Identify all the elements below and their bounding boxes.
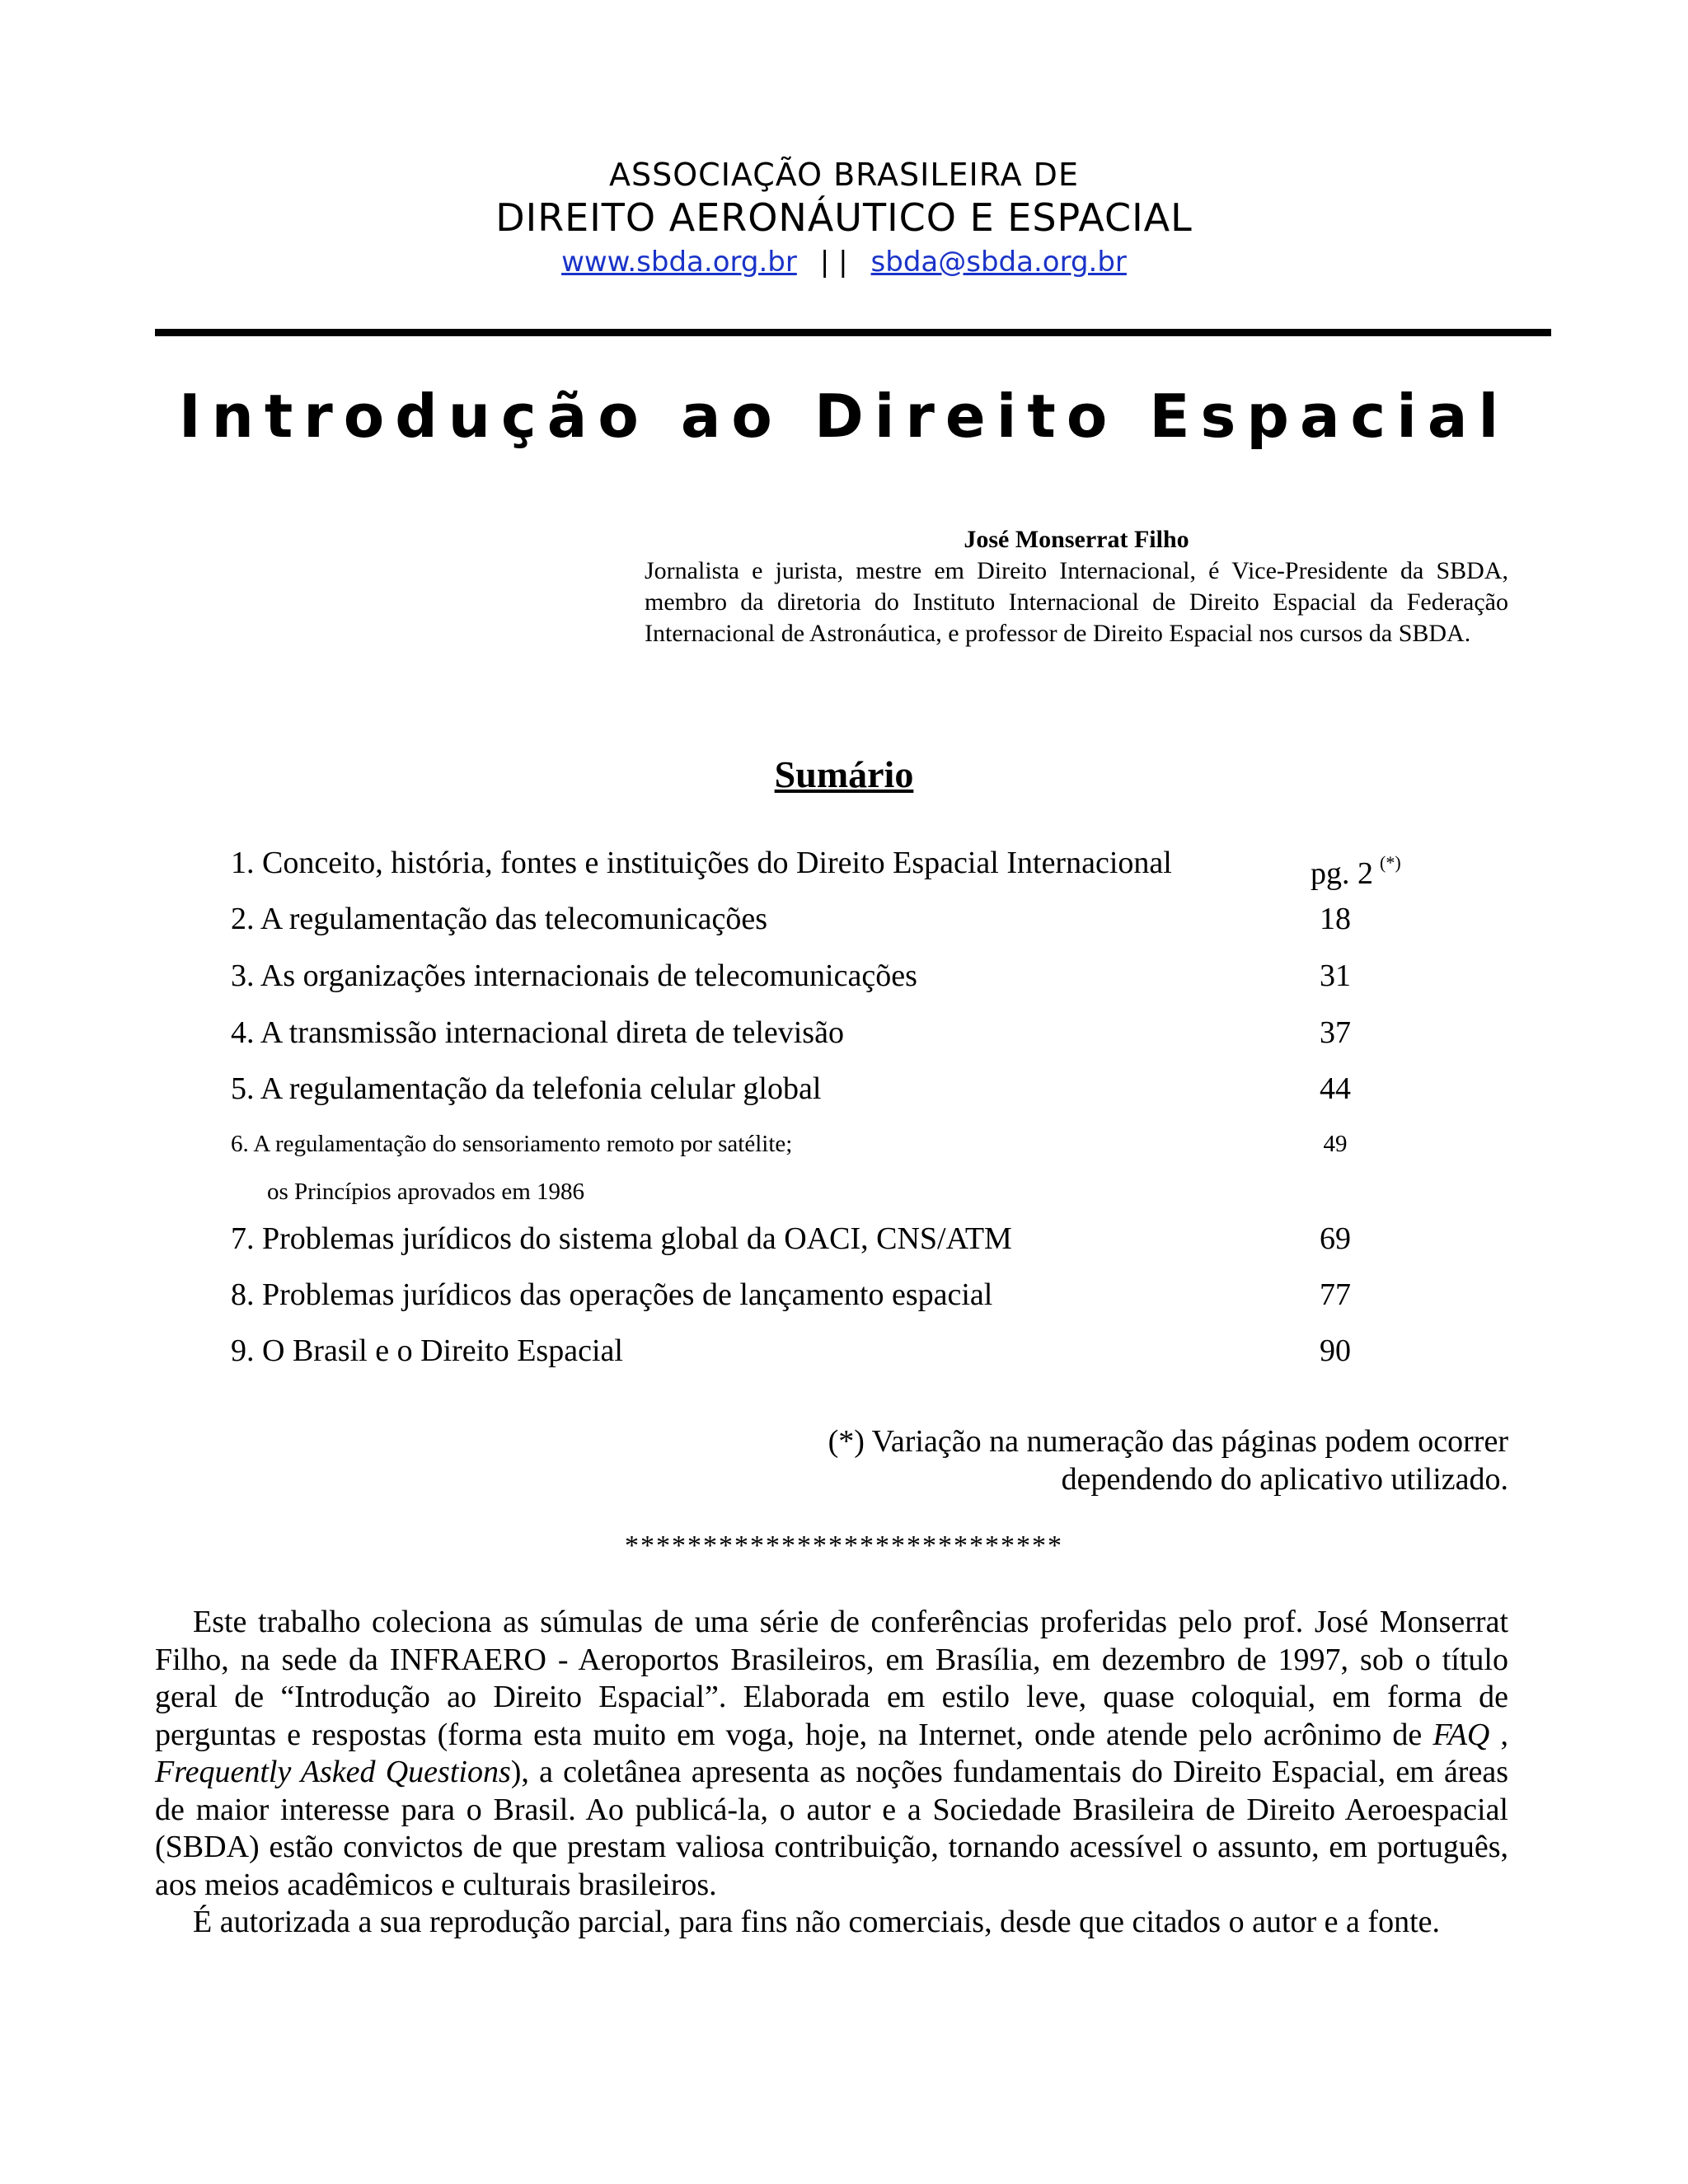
toc-item-title: 5. A regulamentação da telefonia celular global xyxy=(231,1071,822,1106)
toc-item-2[interactable] xyxy=(231,898,1434,940)
asterisk-divider: **************************** xyxy=(625,1530,1063,1561)
org-name-line2: DIREITO AERONÁUTICO E ESPACIAL xyxy=(495,195,1193,240)
link-separator: | | xyxy=(819,246,848,279)
toc-item-3[interactable] xyxy=(231,955,1434,996)
toc-item-title: 7. Problemas jurídicos do sistema global da OACI, CNS/ATM xyxy=(231,1221,1012,1256)
toc-item-5[interactable] xyxy=(231,1068,1434,1109)
footnote-marker: (*) xyxy=(1380,852,1401,873)
website-link[interactable]: www.sbda.org.br xyxy=(561,246,797,279)
toc-item-page: 49 xyxy=(1323,1131,1348,1157)
body-paragraph-2: É autorizada a sua reprodução parcial, para fins não comerciais, desde que citados o autor e a fonte. xyxy=(193,1905,1440,1939)
toc-item-title: 6. A regulamentação do sensoriamento remoto por satélite; xyxy=(231,1131,793,1157)
toc-item-page: 37 xyxy=(1320,1015,1351,1050)
toc-item-page: 18 xyxy=(1320,902,1351,936)
toc-item-title: 4. A transmissão internacional direta de televisão xyxy=(231,1015,844,1050)
faq-full-term: Frequently Asked Questions xyxy=(155,1755,511,1789)
toc-item-title: 3. As organizações internacionais de telecomunicações xyxy=(231,958,917,993)
toc-item-7[interactable] xyxy=(231,1218,1434,1259)
toc-item-page: pg. 2 (*) xyxy=(1311,852,1401,891)
toc-item-page: 44 xyxy=(1320,1071,1351,1106)
faq-term: FAQ xyxy=(1432,1717,1490,1752)
toc-item-1[interactable] xyxy=(231,842,1434,891)
toc-item-title: 2. A regulamentação das telecomunicações xyxy=(231,902,768,936)
note-line1: (*) Variação na numeração das páginas podem ocorrer xyxy=(828,1424,1508,1459)
page-numbering-note xyxy=(645,1422,1508,1498)
toc-item-page: 90 xyxy=(1320,1333,1351,1368)
author-bio: Jornalista e jurista, mestre em Direito Internacional, é Vice-Presidente da SBDA, membro da diretoria do Instituto Internacional de Direito Espacial da Federação Internacional de Astronáutica, e professor de Direito Espacial nos cursos da SBDA. xyxy=(645,557,1508,647)
header xyxy=(0,157,1688,280)
document-title: Introdução ao Direito Espacial xyxy=(178,382,1510,451)
toc-item-8[interactable] xyxy=(231,1274,1434,1315)
author-block xyxy=(645,524,1508,649)
toc-item-subtitle: os Princípios aprovados em 1986 xyxy=(267,1179,585,1205)
author-name: José Monserrat Filho xyxy=(964,526,1189,553)
email-link[interactable]: sbda@sbda.org.br xyxy=(870,246,1127,279)
toc-item-page: 31 xyxy=(1320,958,1351,993)
toc-item-title: 1. Conceito, história, fontes e instituições do Direito Espacial Internacional xyxy=(231,846,1172,880)
body-text xyxy=(155,1604,1508,1942)
toc-item-4[interactable] xyxy=(231,1012,1434,1053)
toc-item-9[interactable] xyxy=(231,1330,1434,1371)
toc-item-6[interactable] xyxy=(231,1127,1434,1210)
note-line2: dependendo do aplicativo utilizado. xyxy=(1061,1462,1508,1497)
summary-heading: Sumário xyxy=(774,753,914,795)
toc-item-title: 8. Problemas jurídicos das operações de lançamento espacial xyxy=(231,1277,993,1312)
toc-item-page: 69 xyxy=(1320,1221,1351,1256)
org-name-line1: ASSOCIAÇÃO BRASILEIRA DE xyxy=(609,157,1079,193)
header-divider xyxy=(155,329,1551,336)
body-paragraph-1: Este trabalho coleciona as súmulas de uma série de conferências proferidas pelo prof. José Monserrat Filho, na sede da INFRAERO - Aeroportos Brasileiros, em Brasília, em dezembro de 1997, sob o título geral de “Introdução ao Direito Espacial”. Elaborada em estilo leve, quase coloquial, em forma de perguntas e respostas (forma esta muito em voga, hoje, na Internet, onde atende pelo acrônimo de FAQ , Frequently Asked Questions), a coletânea apresenta as noções fundamentais do Direito Espacial, em áreas de maior interesse para o Brasil. Ao publicá-la, o autor e a Sociedade Brasileira de Direito Aeroespacial (SBDA) estão convictos de que prestam valiosa contribuição, tornando acessível o assunto, em português, aos meios acadêmicos e culturais brasileiros. xyxy=(155,1605,1508,1902)
toc-item-page: 77 xyxy=(1320,1277,1351,1312)
contact-links xyxy=(0,244,1688,280)
toc-item-title: 9. O Brasil e o Direito Espacial xyxy=(231,1333,623,1368)
